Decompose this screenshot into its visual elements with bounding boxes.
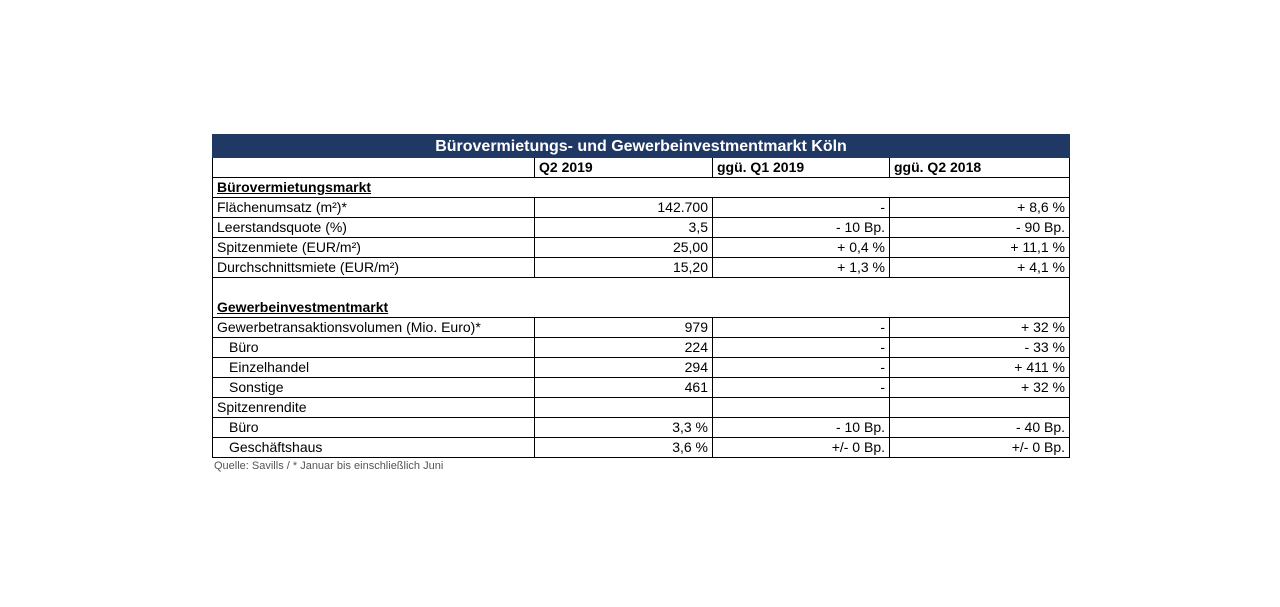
cell-vs-q1-2019: - [713, 198, 890, 218]
row-label: Gewerbetransaktionsvolumen (Mio. Euro)* [213, 318, 535, 338]
row-label: Geschäftshaus [213, 438, 535, 458]
table-row [213, 318, 1070, 338]
column-header-vs-q1-2019: ggü. Q1 2019 [713, 158, 890, 178]
cell-vs-q2-2018 [890, 398, 1070, 418]
cell-q2-2019: 294 [535, 358, 713, 378]
cell-vs-q1-2019: + 0,4 % [713, 238, 890, 258]
table-row [213, 218, 1070, 238]
section-heading-row [213, 298, 1070, 318]
table-row [213, 378, 1070, 398]
cell-vs-q1-2019: - [713, 338, 890, 358]
cell-vs-q2-2018: - 40 Bp. [890, 418, 1070, 438]
cell-vs-q1-2019: +/- 0 Bp. [713, 438, 890, 458]
section-heading-office-letting: Bürovermietungsmarkt [213, 178, 1070, 198]
column-header-vs-q2-2018: ggü. Q2 2018 [890, 158, 1070, 178]
spacer-row [213, 278, 1070, 298]
cell-vs-q1-2019 [713, 398, 890, 418]
row-label: Spitzenmiete (EUR/m²) [213, 238, 535, 258]
row-label: Büro [213, 418, 535, 438]
cell-vs-q1-2019: - [713, 378, 890, 398]
cell-vs-q2-2018: + 8,6 % [890, 198, 1070, 218]
table-row [213, 438, 1070, 458]
cell-vs-q1-2019: - 10 Bp. [713, 418, 890, 438]
market-table [212, 134, 1070, 458]
row-label: Sonstige [213, 378, 535, 398]
cell-q2-2019: 3,6 % [535, 438, 713, 458]
cell-vs-q2-2018: + 4,1 % [890, 258, 1070, 278]
cell-vs-q2-2018: - 90 Bp. [890, 218, 1070, 238]
column-header-q2-2019: Q2 2019 [535, 158, 713, 178]
cell-vs-q1-2019: - 10 Bp. [713, 218, 890, 238]
table-title: Bürovermietungs- und Gewerbeinvestmentmarkt Köln [213, 135, 1070, 158]
table-row [213, 358, 1070, 378]
row-label: Durchschnittsmiete (EUR/m²) [213, 258, 535, 278]
cell-q2-2019: 15,20 [535, 258, 713, 278]
table-row [213, 258, 1070, 278]
table-row [213, 338, 1070, 358]
cell-q2-2019: 25,00 [535, 238, 713, 258]
cell-vs-q1-2019: - [713, 358, 890, 378]
cell-q2-2019: 461 [535, 378, 713, 398]
cell-vs-q2-2018: + 411 % [890, 358, 1070, 378]
table-row [213, 238, 1070, 258]
row-label: Leerstandsquote (%) [213, 218, 535, 238]
cell-q2-2019: 3,5 [535, 218, 713, 238]
cell-vs-q2-2018: +/- 0 Bp. [890, 438, 1070, 458]
cell-q2-2019: 979 [535, 318, 713, 338]
cell-vs-q2-2018: + 32 % [890, 378, 1070, 398]
table-row [213, 398, 1070, 418]
cell-q2-2019: 224 [535, 338, 713, 358]
cell-q2-2019: 3,3 % [535, 418, 713, 438]
row-label: Flächenumsatz (m²)* [213, 198, 535, 218]
row-label: Einzelhandel [213, 358, 535, 378]
cell-vs-q1-2019: - [713, 318, 890, 338]
cell-vs-q2-2018: + 32 % [890, 318, 1070, 338]
section-heading-investment: Gewerbeinvestmentmarkt [213, 298, 1070, 318]
cell-q2-2019: 142.700 [535, 198, 713, 218]
cell-vs-q1-2019: + 1,3 % [713, 258, 890, 278]
row-label: Spitzenrendite [213, 398, 535, 418]
cell-vs-q2-2018: + 11,1 % [890, 238, 1070, 258]
row-label: Büro [213, 338, 535, 358]
section-heading-row [213, 178, 1070, 198]
source-note: Quelle: Savills / * Januar bis einschließlich Juni [214, 460, 444, 472]
column-header-row [213, 158, 1070, 178]
column-header-label [213, 158, 535, 178]
market-table-container [212, 134, 1069, 458]
cell-vs-q2-2018: - 33 % [890, 338, 1070, 358]
table-row [213, 418, 1070, 438]
table-row [213, 198, 1070, 218]
cell-q2-2019 [535, 398, 713, 418]
